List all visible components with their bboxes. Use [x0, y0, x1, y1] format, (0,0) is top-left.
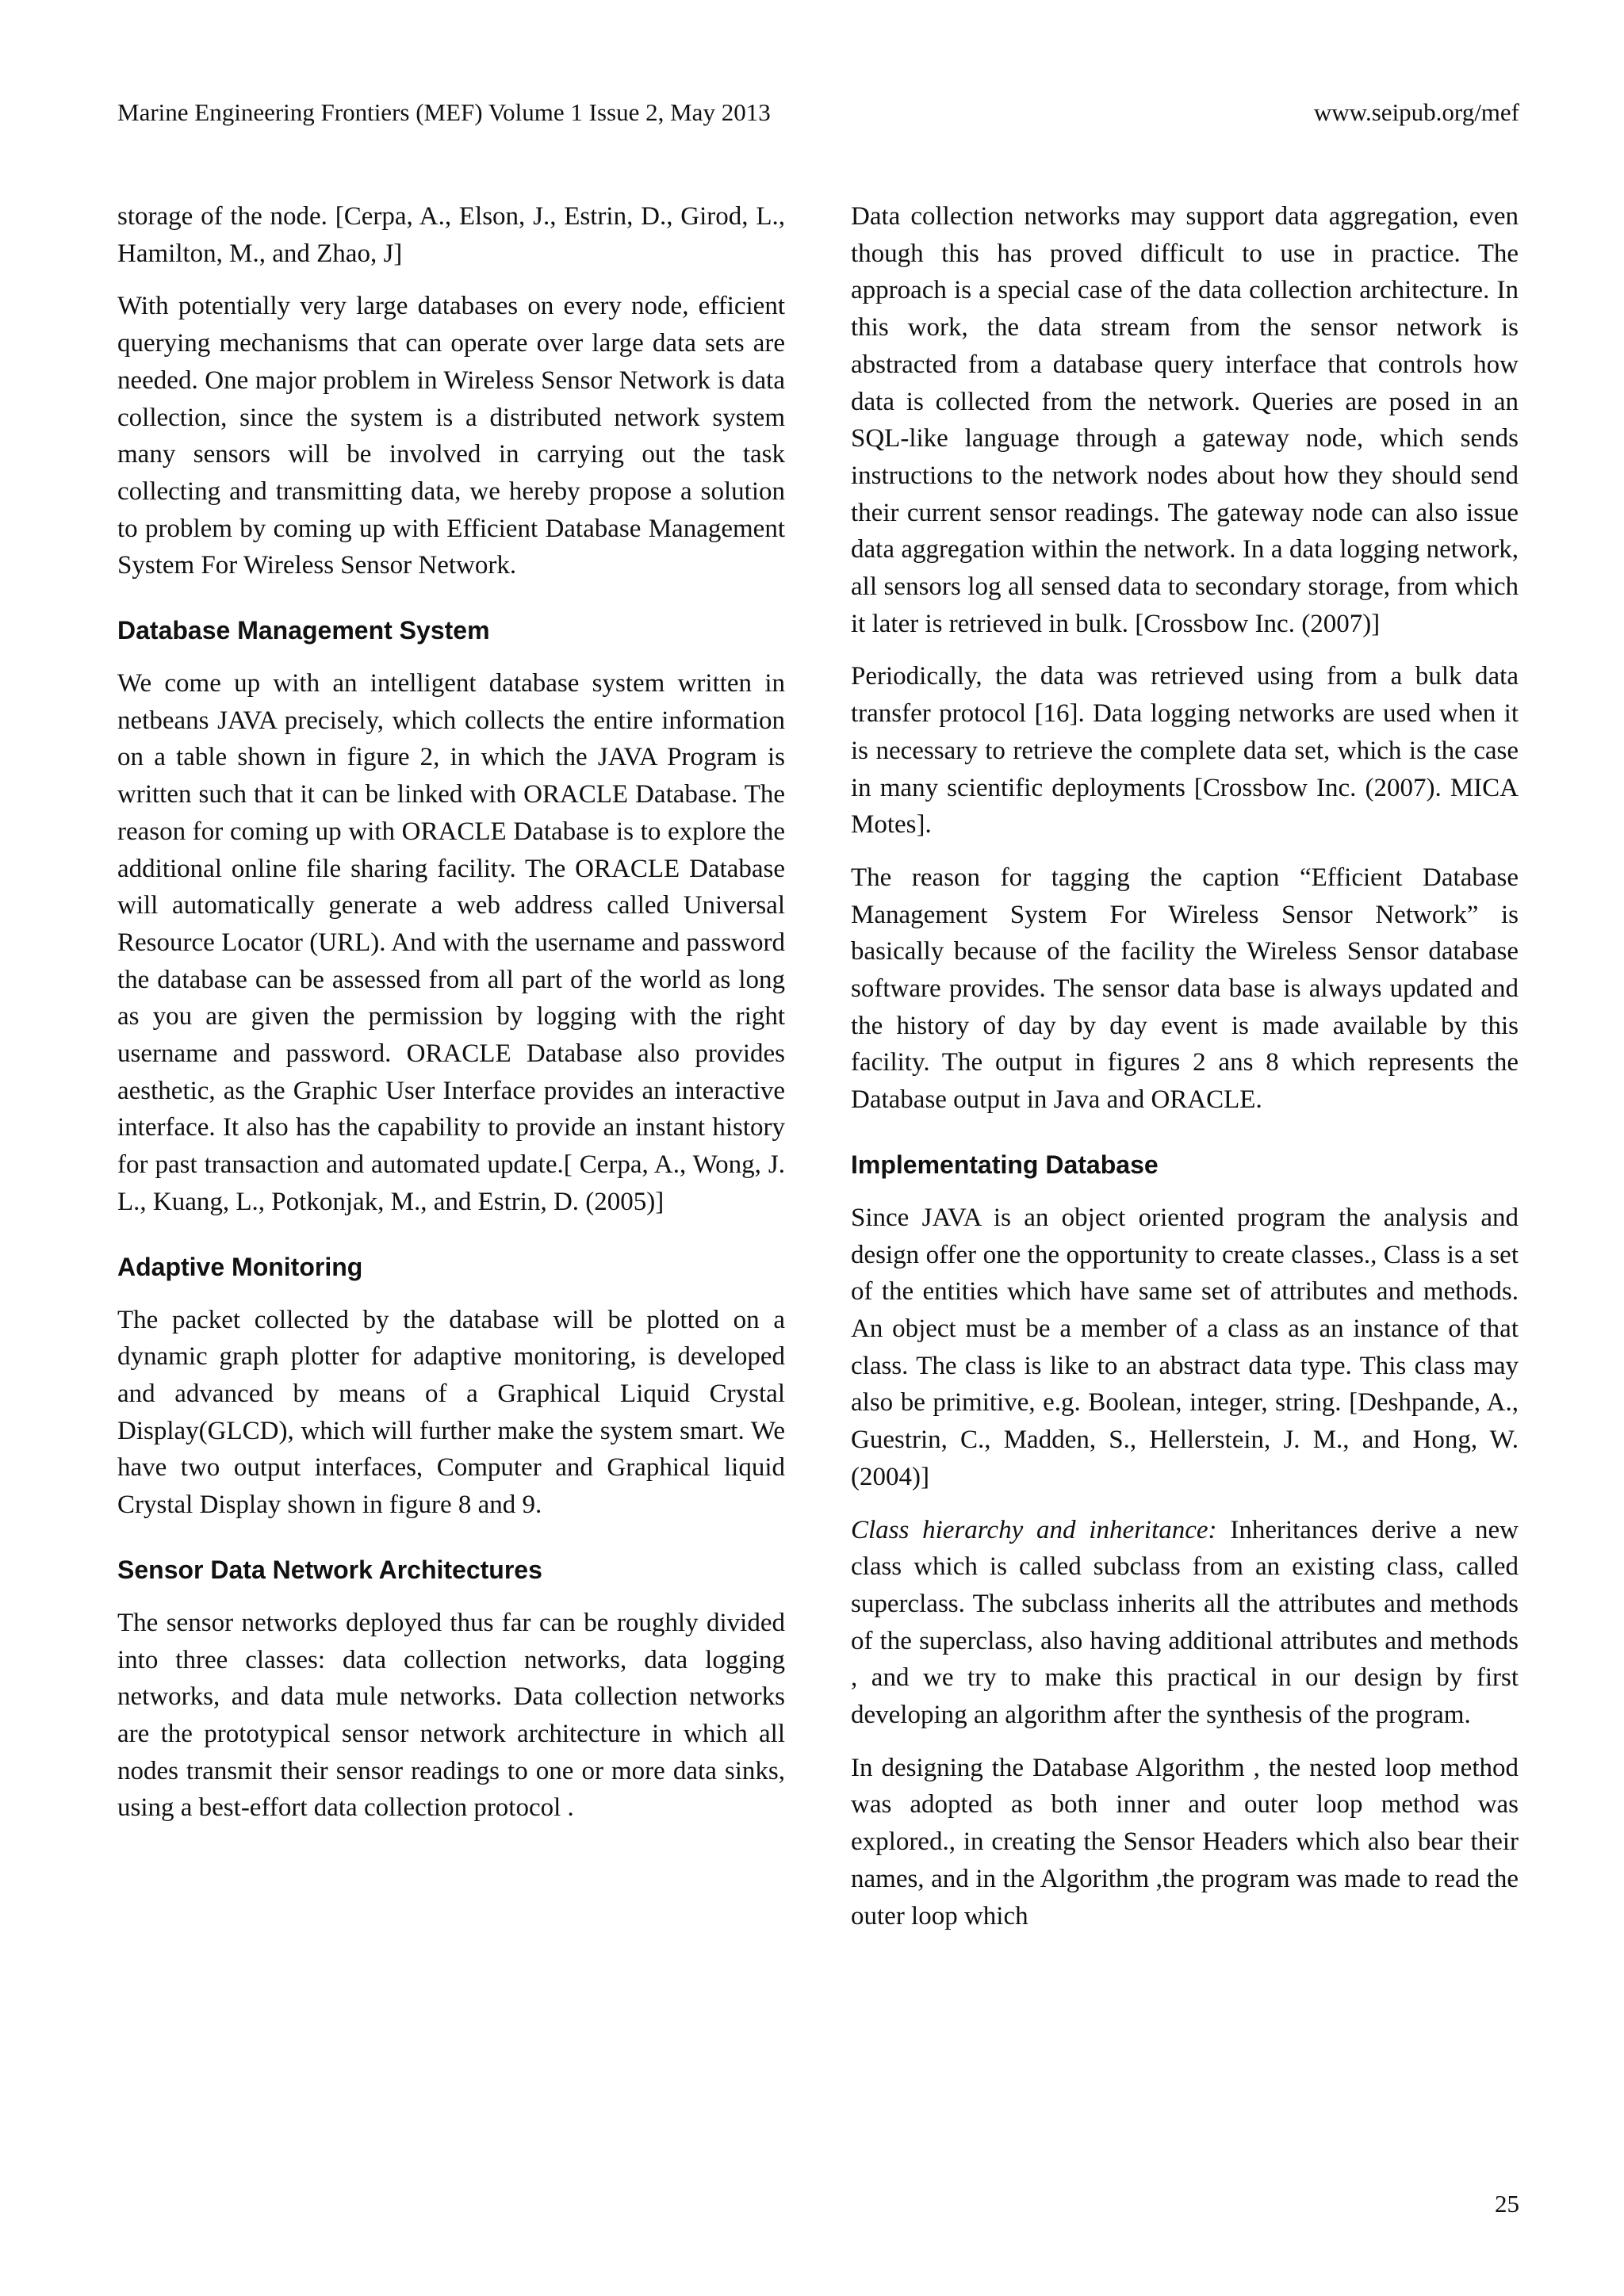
section-heading: Adaptive Monitoring [117, 1252, 363, 1281]
italic-lead-in: Class hierarchy and inheritance: [851, 1515, 1217, 1544]
paragraph: storage of the node. [Cerpa, A., Elson, J., Estrin, D., Girod, L., Hamilton, M., and Zhao, J] [117, 202, 785, 268]
paragraph [851, 1512, 1519, 1734]
page-number: 25 [1495, 2190, 1519, 2218]
paragraph: Periodically, the data was retrieved using from a bulk data transfer protocol [16]. Data logging networks are used when it is necessary to retrieve the complete data set, which is the case in many scientific deployments [Crossbow Inc. (2007). MICA Motes]. [851, 662, 1519, 840]
paragraph-text: Inheritances derive a new class which is called subclass from an existing class, called superclass. The subclass inherits all the attributes and methods of the superclass, also having additional attributes and methods , and we try to make this practical in our design by first developing an algorithm after the synthesis of the program. [851, 1515, 1519, 1730]
paragraph: With potentially very large databases on every node, efficient querying mechanisms that can operate over large data sets are needed. One major problem in Wireless Sensor Network is data collection, since the system is a distributed network system many sensors will be involved in carrying out the task collecting and transmitting data, we hereby propose a solution to problem by coming up with Efficient Database Management System For Wireless Sensor Network. [117, 292, 785, 580]
paragraph: Since JAVA is an object oriented program the analysis and design offer one the opportunity to create classes., Class is a set of the entities which have same set of attributes and methods. An object must be a member of a class as an instance of that class. The class is like to an abstract data type. This class may also be primitive, e.g. Boolean, integer, string. [Deshpande, A., Guestrin, C., Madden, S., Hellerstein, J. M., and Hong, W. (2004)] [851, 1203, 1519, 1491]
paragraph: In designing the Database Algorithm , the nested loop method was adopted as both inner and outer loop method was explored., in creating the Sensor Headers which also bear their names, and in the Algorithm ,the program was made to read the outer loop which [851, 1753, 1519, 1931]
paragraph: The reason for tagging the caption “Efficient Database Management System For Wireless Sensor Network” is basically because of the facility the Wireless Sensor database software provides. The sensor data base is always updated and the history of day by day event is made available by this facility. The output in figures 2 ans 8 which represents the Database output in Java and ORACLE. [851, 863, 1519, 1115]
section-heading: Database Management System [117, 616, 490, 645]
journal-header: Marine Engineering Frontiers (MEF) Volume 1 Issue 2, May 2013 [117, 98, 771, 126]
paragraph: We come up with an intelligent database system written in netbeans JAVA precisely, which collects the entire information on a table shown in figure 2, in which the JAVA Program is written such that it can be linked with ORACLE Database. The reason for coming up with ORACLE Database is to explore the additional online file sharing facility. The ORACLE Database will automatically generate a web address called Universal Resource Locator (URL). And with the username and password the database can be assessed from all part of the world as long as you are given the permission by logging with the right username and password. ORACLE Database also provides aesthetic, as the Graphic User Interface provides an interactive interface. It also has the capability to provide an instant history for past transaction and automated update.[ Cerpa, A., Wong, J. L., Kuang, L., Potkonjak, M., and Estrin, D. (2005)] [117, 669, 785, 1216]
paragraph: The packet collected by the database will be plotted on a dynamic graph plotter for adaptive monitoring, is developed and advanced by means of a Graphical Liquid Crystal Display(GLCD), which will further make the system smart. We have two output interfaces, Computer and Graphical liquid Crystal Display shown in figure 8 and 9. [117, 1305, 785, 1520]
journal-url: www.seipub.org/mef [1313, 98, 1519, 126]
paragraph: The sensor networks deployed thus far can be roughly divided into three classes: data collection networks, data logging networks, and data mule networks. Data collection networks are the prototypical sensor network architecture in which all nodes transmit their sensor readings to one or more data sinks, using a best-effort data collection protocol . [117, 1608, 785, 1823]
right-column [851, 198, 1519, 1950]
paragraph: Data collection networks may support data aggregation, even though this has proved difficult to use in practice. The approach is a special case of the data collection architecture. In this work, the data stream from the sensor network is abstracted from a database query interface that controls how data is collected from the network. Queries are posed in an SQL-like language through a gateway node, which sends instructions to the network nodes about how they should send their current sensor readings. The gateway node can also issue data aggregation within the network. In a data logging network, all sensors log all sensed data to secondary storage, from which it later is retrieved in bulk. [Crossbow Inc. (2007)] [851, 202, 1519, 638]
left-column [117, 198, 785, 1843]
section-heading: Sensor Data Network Architectures [117, 1555, 542, 1584]
section-heading: Implementating Database [851, 1150, 1159, 1179]
